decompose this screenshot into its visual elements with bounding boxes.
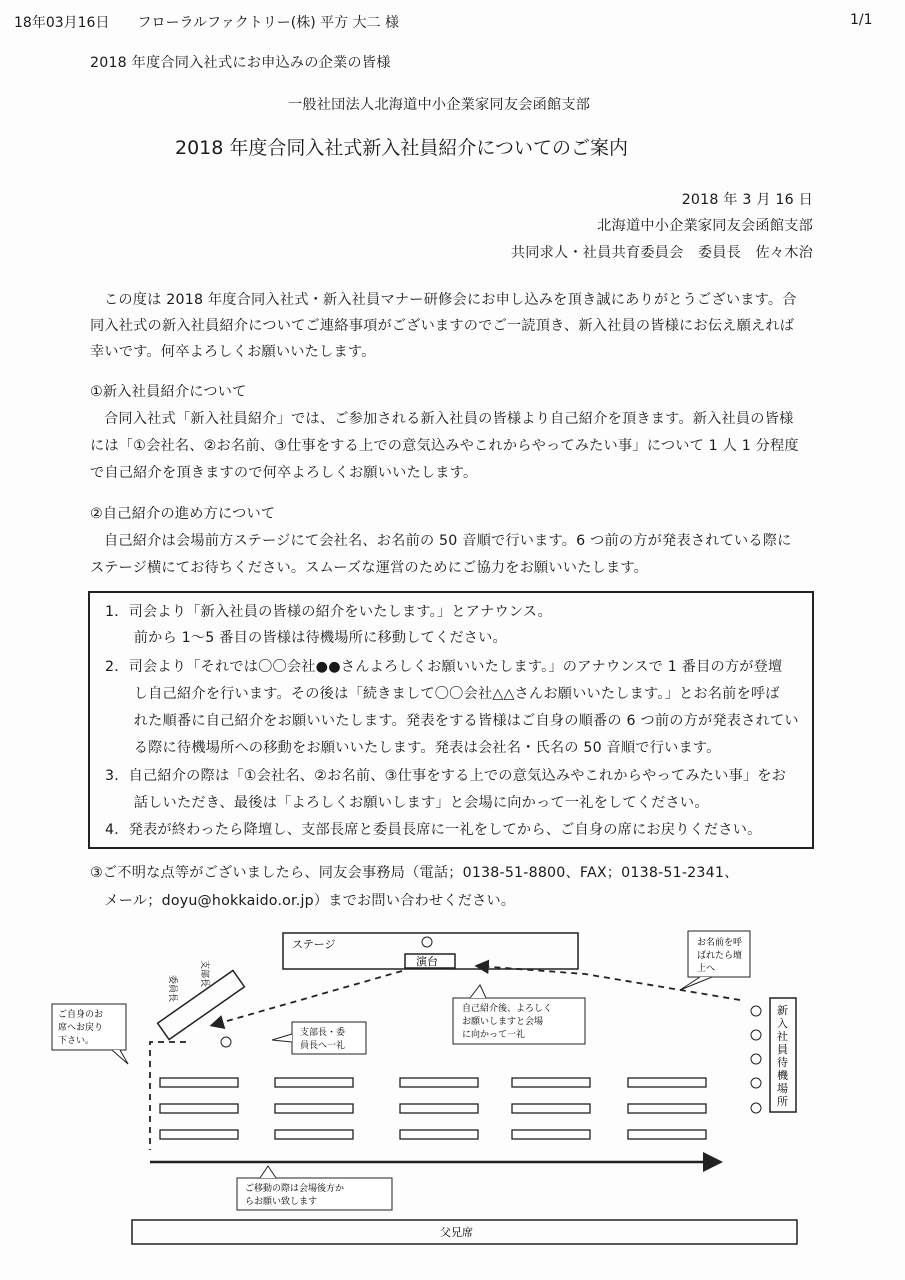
step-line: 3．自己紹介の際は「①会社名、②お名前、③仕事をする上での意気込みやこれからやってみたい事」をお <box>105 768 787 784</box>
step-line: 4．発表が終わったら降壇し、支部長席と委員長席に一礼をしてから、ご自身の席にお戻りください。 <box>105 822 762 838</box>
seating-tables <box>160 1078 706 1139</box>
step-line: 話しいただき、最後は「よろしくお願いします」と会場に向かって一礼をしてください。 <box>105 795 709 811</box>
fax-page-number: 1/1 <box>850 12 873 28</box>
sender-date: 2018 年 3 月 16 日 <box>681 192 813 208</box>
contact-line: ③ご不明な点等がございましたら、同友会事務局（電話；0138-51-8800、FAX；0138-51-2341、 <box>90 865 739 881</box>
intro-line: 同入社式の新入社員紹介についてご連絡事項がございますのでご一読頂き、新入社員の皆様にお伝え願えれば <box>90 318 795 334</box>
path-return <box>150 1042 186 1150</box>
callout-text: 下さい。 <box>58 1036 95 1046</box>
waiting-area-label: 待 <box>777 1056 788 1069</box>
speaker-marker <box>422 937 432 947</box>
callout-text: 自己紹介後、よろしく <box>462 1004 553 1014</box>
section2-line: 自己紹介は会場前方ステージにて会社名、お名前の 50 音順で行います。6 つ前の方が発表されている際に <box>104 533 792 549</box>
callout-text: ご移動の際は会場後方か <box>245 1184 345 1194</box>
callout-text: ご自身のお <box>58 1010 104 1020</box>
step-line: 2．司会より「それでは〇〇会社●●さんよろしくお願いいたします。」のアナウンスで 1 番目の方が登壇 <box>105 659 783 675</box>
callout-text: お名前を呼 <box>697 938 743 948</box>
waiting-area-label: 入 <box>777 1017 788 1030</box>
waiting-seat <box>751 1030 761 1040</box>
venue-diagram <box>0 920 905 1260</box>
waiting-area-label: 所 <box>777 1095 788 1108</box>
intro-line: この度は 2018 年度合同入社式・新入社員マナー研修会にお申し込みを頂き誠にありがとうございます。合 <box>104 292 797 308</box>
podium-label: 演台 <box>416 955 438 968</box>
section1-heading: ①新入社員紹介について <box>90 384 247 400</box>
step-line: 1．司会より「新入社員の皆様の紹介をいたします。」とアナウンス。 <box>105 604 553 620</box>
waiting-seat <box>751 1054 761 1064</box>
addressee: 2018 年度合同入社式にお申込みの企業の皆様 <box>90 55 391 71</box>
sender-person: 共同求人・社員共育委員会 委員長 佐々木治 <box>510 245 813 261</box>
waiting-seat <box>751 1006 761 1016</box>
waiting-area-label: 社 <box>777 1030 788 1043</box>
callout-text: に向かって一礼 <box>462 1030 526 1040</box>
callout-text: お願いしますと会場 <box>462 1017 544 1027</box>
callout-text: らお願い致します <box>245 1197 318 1207</box>
step-line: れた順番に自己紹介をお願いいたします。発表をする皆様はご自身の順番の 6 つ前の方が発表されてい <box>105 713 799 729</box>
sender-org: 北海道中小企業家同友会函館支部 <box>597 218 813 234</box>
parents-seating-label: 父兄席 <box>440 1226 473 1239</box>
step-line: し自己紹介を行います。その後は「続きまして〇〇会社△△さんお願いいたします。」とお名前を呼ば <box>105 686 780 702</box>
section2-line: ステージ横にてお待ちください。スムーズな運営のためにご協力をお願いいたします。 <box>90 560 648 576</box>
section2-heading: ②自己紹介の進め方について <box>90 506 276 522</box>
waiting-seat <box>751 1078 761 1088</box>
waiting-area-label: 新 <box>777 1004 788 1017</box>
waiting-seat <box>751 1103 761 1113</box>
waiting-area-label: 員 <box>777 1043 788 1056</box>
fax-header-sender: 18年03月16日 フローラルファクトリー(株) 平方 大二 様 <box>14 15 400 31</box>
callout-text: 席へお戻り <box>58 1023 104 1033</box>
section1-line: には「①会社名、②お名前、③仕事をする上での意気込みやこれからやってみたい事」について 1 人 1 分程度 <box>90 438 799 454</box>
callout-text: 支部長・委 <box>300 1028 346 1038</box>
step-line: 前から 1～5 番目の皆様は待機場所に移動してください。 <box>105 630 507 646</box>
executive-seat-label: 支部長 <box>199 960 209 988</box>
callout-text: 上へ <box>697 964 716 974</box>
intro-line: 幸いです。何卒よろしくお願いいたします。 <box>90 344 376 360</box>
document-title: 2018 年度合同入社式新入社員紹介についてのご案内 <box>175 137 629 159</box>
step-line: る際に待機場所への移動をお願いいたします。発表は会社名・氏名の 50 音順で行います。 <box>105 740 721 756</box>
presenter-marker <box>221 1037 231 1047</box>
callout-text: 員長へ一礼 <box>300 1041 346 1051</box>
callout-text: ばれたら壇 <box>697 951 743 961</box>
section1-line: 合同入社式「新入社員紹介」では、ご参加される新入社員の皆様より自己紹介を頂きます。新入社員の皆様 <box>104 411 794 427</box>
contact-line: メール；doyu@hokkaido.or.jp）までお問い合わせください。 <box>90 893 516 909</box>
stage-label: ステージ <box>292 938 336 951</box>
executive-seat-label: 委員長 <box>167 975 177 1003</box>
waiting-area-label: 機 <box>777 1069 788 1082</box>
section1-line: で自己紹介を頂きますので何卒よろしくお願いいたします。 <box>90 465 478 481</box>
waiting-area-label: 場 <box>777 1082 788 1095</box>
organization: 一般社団法人北海道中小企業家同友会函館支部 <box>288 97 591 113</box>
path-from-stage <box>213 971 402 1025</box>
